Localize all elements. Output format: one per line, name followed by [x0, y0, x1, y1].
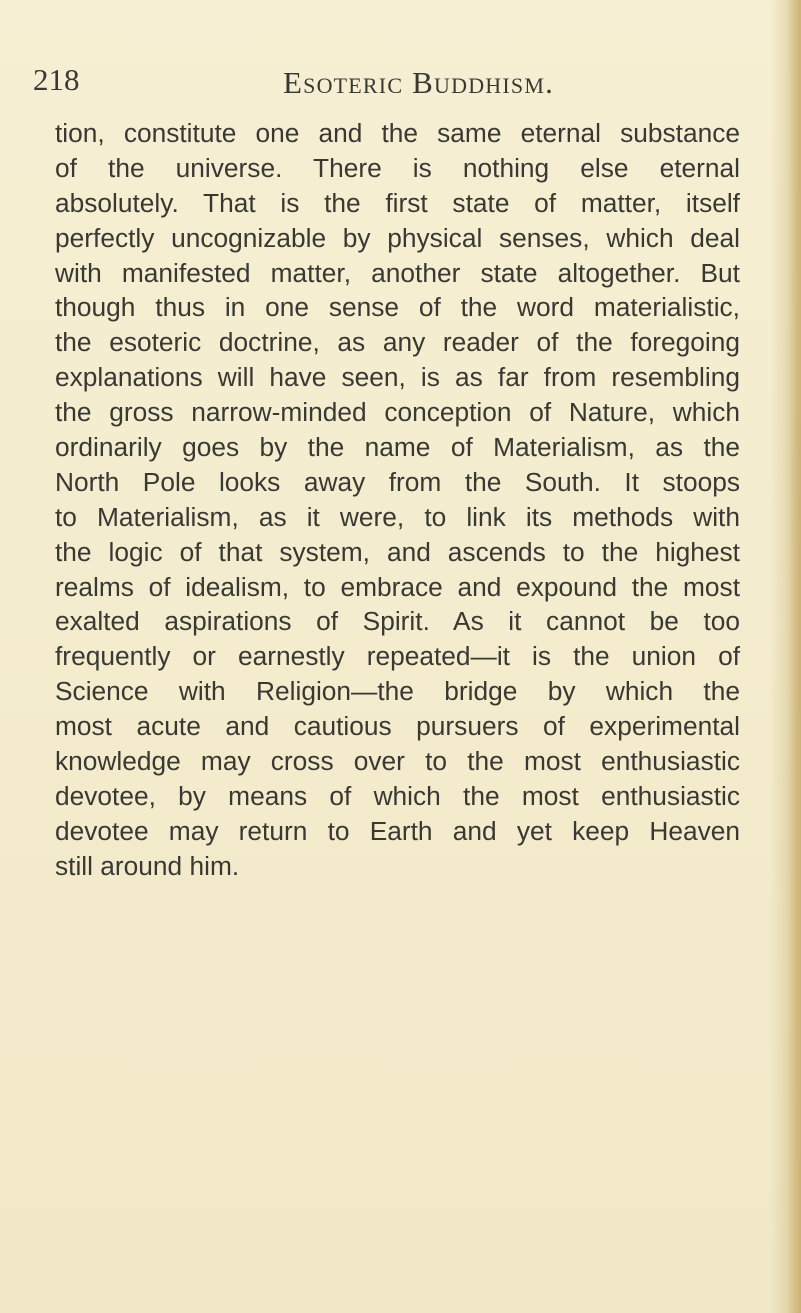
text-line: of the universe. There is nothing else eternal: [55, 152, 740, 183]
text-line: tion, constitute one and the same eternal substance: [55, 118, 740, 148]
text-line: perfectly uncognizable by physical senses, which deal: [55, 222, 740, 253]
text-line: the gross narrow-minded conception of Nature, which: [55, 397, 740, 428]
body-paragraph: [55, 116, 740, 884]
text-line: absolutely. That is the first state of matter, itself: [55, 187, 740, 218]
text-line: frequently or earnestly repeated—it is the union of: [55, 641, 740, 672]
text-line: explanations will have seen, is as far from resembling: [55, 362, 740, 393]
text-line: though thus in one sense of the word materialistic,: [55, 292, 740, 323]
text-line: realms of idealism, to embrace and expound the most: [55, 571, 740, 602]
text-line-last: still around him.: [55, 850, 240, 881]
text-line: knowledge may cross over to the most enthusiastic: [55, 746, 740, 777]
text-line: the esoteric doctrine, as any reader of the foregoing: [55, 327, 740, 358]
text-line: devotee may return to Earth and yet keep Heaven: [55, 815, 740, 846]
text-line: to Materialism, as it were, to link its methods with: [55, 501, 740, 532]
running-title: Esoteric Buddhism.: [283, 65, 555, 100]
text-line: the logic of that system, and ascends to the highest: [55, 536, 740, 567]
page-number: 218: [33, 62, 80, 97]
text-line: most acute and cautious pursuers of experimental: [55, 711, 740, 742]
text-line: ordinarily goes by the name of Materialism, as the: [55, 432, 740, 463]
text-line: North Pole looks away from the South. It stoops: [55, 466, 740, 497]
text-line: exalted aspirations of Spirit. As it cannot be too: [55, 606, 740, 637]
text-line: devotee, by means of which the most enthusiastic: [55, 780, 740, 811]
text-line: with manifested matter, another state altogether. But: [55, 257, 740, 288]
text-line: Science with Religion—the bridge by which the: [55, 676, 740, 707]
page-edge-shading: [787, 0, 801, 1313]
